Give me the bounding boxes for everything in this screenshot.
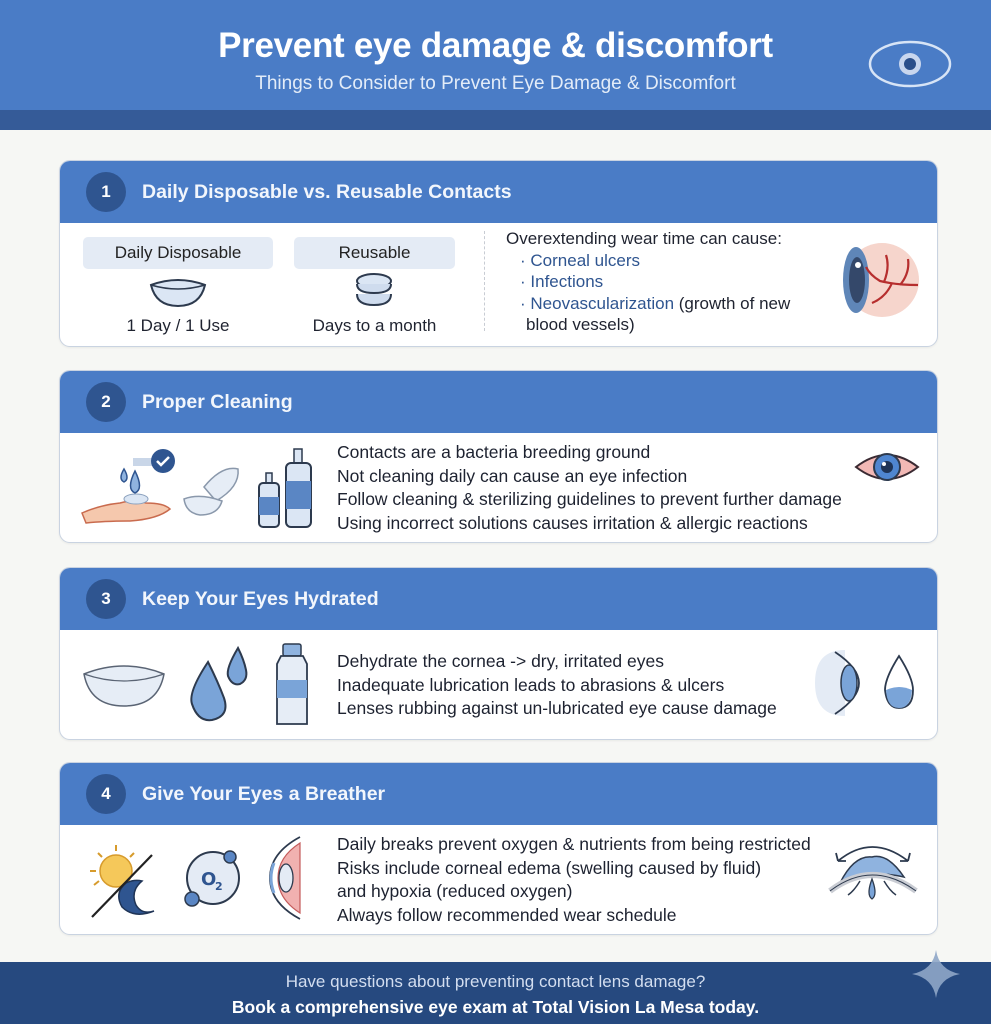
section-header xyxy=(60,161,937,223)
text-line: and hypoxia (reduced oxygen) xyxy=(337,881,573,901)
risk-item: · Neovascularization (growth of new xyxy=(520,293,791,313)
sparkle-icon xyxy=(912,950,960,998)
cornea-swelling-icon xyxy=(826,839,920,911)
header-divider-strip xyxy=(0,110,991,130)
stacked-contact-lenses-icon xyxy=(354,271,394,311)
water-drops-icon xyxy=(186,644,252,724)
text-line: Not cleaning daily can cause an eye infection xyxy=(337,465,688,486)
text-line: Always follow recommended wear schedule xyxy=(337,904,677,925)
section-header xyxy=(60,763,937,825)
footer-banner xyxy=(0,962,991,1024)
section-title: Give Your Eyes a Breather xyxy=(142,782,386,805)
svg-text:2: 2 xyxy=(215,880,223,893)
section-title: Proper Cleaning xyxy=(142,390,293,413)
section-header xyxy=(60,568,937,630)
section-header xyxy=(60,371,937,433)
footer-cta: Book a comprehensive eye exam at Total Vision La Mesa today. xyxy=(231,997,760,1017)
section-number-badge: 3 xyxy=(86,579,126,619)
footer-question: Have questions about preventing contact lens damage? xyxy=(285,972,706,991)
option-caption-daily: 1 Day / 1 Use xyxy=(126,316,230,335)
eye-anatomy-icon xyxy=(264,833,304,923)
dashed-divider xyxy=(484,231,485,331)
text-line: Risks include corneal edema (swelling caused by fluid) xyxy=(337,857,762,878)
text-line: Lenses rubbing against un-lubricated eye cause damage xyxy=(337,698,777,718)
section-text xyxy=(337,441,842,535)
section-card-2 xyxy=(59,370,938,543)
eye-cross-section-drop-icon xyxy=(815,648,921,718)
eye-drop-bottle-icon xyxy=(274,642,310,728)
section-number-badge: 1 xyxy=(86,172,126,212)
option-label-daily: Daily Disposable xyxy=(83,237,273,269)
text-line: Inadequate lubrication leads to abrasions & ulcers xyxy=(337,674,725,695)
oxygen-o2-icon xyxy=(182,847,244,909)
contact-lens-icon xyxy=(82,662,166,708)
text-line: Using incorrect solutions causes irritation & allergic reactions xyxy=(337,512,808,533)
risk-list xyxy=(506,228,790,336)
eye-icon xyxy=(868,40,952,88)
header-banner xyxy=(0,0,991,110)
svg-text:O: O xyxy=(201,869,217,890)
risk-heading: Overextending wear time can cause: xyxy=(506,229,782,248)
section-title: Daily Disposable vs. Reusable Contacts xyxy=(142,180,512,203)
text-line: Follow cleaning & sterilizing guidelines to prevent further damage xyxy=(337,489,842,509)
option-label-reusable: Reusable xyxy=(294,237,455,269)
section-number-badge: 4 xyxy=(86,774,126,814)
text-line: Contacts are a bacteria breeding ground xyxy=(337,442,651,462)
section-card-1 xyxy=(59,160,938,347)
section-card-4 xyxy=(59,762,938,935)
risk-item-continuation: blood vessels) xyxy=(526,315,635,334)
section-title: Keep Your Eyes Hydrated xyxy=(142,587,379,610)
section-card-3 xyxy=(59,567,938,740)
solution-bottles-icon xyxy=(256,445,316,531)
day-night-icon xyxy=(86,841,158,921)
single-contact-lens-icon xyxy=(148,276,208,308)
page-subtitle: Things to Consider to Prevent Eye Damage & Discomfort xyxy=(255,73,736,94)
red-irritated-eye-icon xyxy=(854,449,920,485)
bloodshot-eyeball-icon xyxy=(836,237,922,323)
risk-item: · Corneal ulcers xyxy=(520,250,641,270)
risk-item: · Infections xyxy=(520,272,604,291)
section-text xyxy=(337,650,777,721)
text-line: Dehydrate the cornea -> dry, irritated eyes xyxy=(337,651,664,671)
text-line: Daily breaks prevent oxygen & nutrients from being restricted xyxy=(337,834,811,854)
page-title: Prevent eye damage & discomfort xyxy=(218,26,773,65)
hand-washing-check-icon xyxy=(80,449,180,529)
option-caption-reusable: Days to a month xyxy=(312,316,437,335)
contact-lens-pair-icon xyxy=(182,463,242,518)
section-number-badge: 2 xyxy=(86,382,126,422)
section-text xyxy=(337,833,811,927)
